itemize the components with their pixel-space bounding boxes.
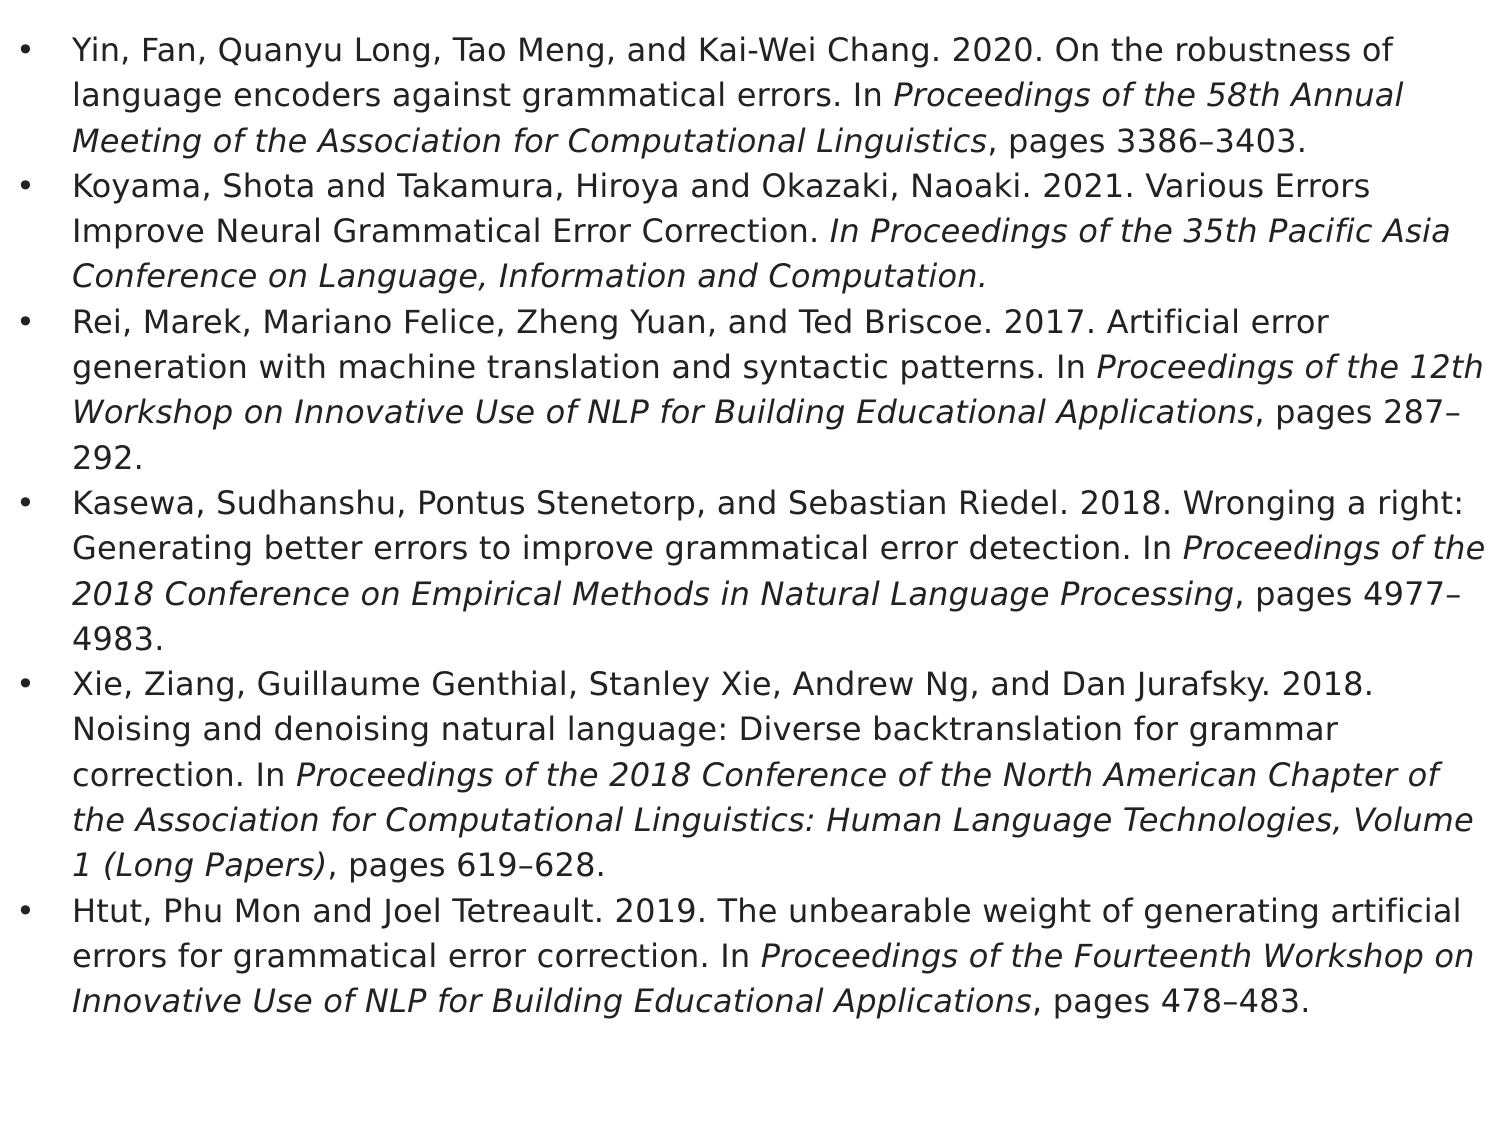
reference-venue: Proceedings of the 58th Annual Meeting of the Association for Computational Linguistics xyxy=(72,76,1404,160)
reference-venue: In Proceedings of the 35th Pacific Asia Conference on Language, Information and Computation. xyxy=(72,212,1451,296)
reference-text: Xie, Ziang, Guillaume Genthial, Stanley Xie, Andrew Ng, and Dan Jurafsky. 2018. Noising and denoising natural language: Diverse backtranslation for grammar correction. In xyxy=(72,665,1375,794)
bullet-icon: • xyxy=(16,483,36,522)
bullet-icon: • xyxy=(16,166,36,205)
bullet-icon: • xyxy=(16,302,36,341)
bullet-icon: • xyxy=(16,665,36,704)
reference-text: Rei, Marek, Mariano Felice, Zheng Yuan, and Ted Briscoe. 2017. Artificial error generation with machine translation and syntactic patterns. In xyxy=(72,302,1330,387)
reference-pages: , pages 287–292. xyxy=(72,393,1461,477)
reference-text: Koyama, Shota and Takamura, Hiroya and Okazaki, Naoaki. 2021. Various Errors Improve Neural Grammatical Error Correction. xyxy=(72,166,1371,251)
reference-pages: , pages 4977–4983. xyxy=(72,574,1462,658)
reference-venue: Proceedings of the 12th Workshop on Innovative Use of NLP for Building Educational Applications xyxy=(72,348,1484,432)
reference-text: Kasewa, Sudhanshu, Pontus Stenetorp, and Sebastian Riedel. 2018. Wronging a right: Generating better errors to improve grammatical error detection. In xyxy=(72,483,1465,568)
reference-item xyxy=(0,300,1500,481)
reference-venue: Proceedings of the 2018 Conference on Empirical Methods in Natural Language Processing xyxy=(72,529,1486,613)
reference-item xyxy=(0,481,1500,662)
reference-item xyxy=(0,662,1500,888)
reference-venue: Proceedings of the 2018 Conference of the North American Chapter of the Association for Computational Linguistics: Human Language Technologies, Volume 1 (Long Papers) xyxy=(72,755,1474,885)
bullet-icon: • xyxy=(16,31,36,69)
reference-pages: , pages 619–628. xyxy=(327,846,607,885)
reference-text: Htut, Phu Mon and Joel Tetreault. 2019. The unbearable weight of generating artificial errors for grammatical error correction. In xyxy=(72,891,1462,975)
reference-text: Yin, Fan, Quanyu Long, Tao Meng, and Kai-Wei Chang. 2020. On the robustness of language encoders against grammatical errors. In xyxy=(72,31,1394,115)
reference-item xyxy=(0,28,1500,164)
reference-list xyxy=(0,28,1500,1025)
reference-pages: , pages 3386–3403. xyxy=(987,121,1308,160)
reference-venue: Proceedings of the Fourteenth Workshop on Innovative Use of NLP for Building Educational Applications xyxy=(72,936,1475,1021)
reference-item xyxy=(0,889,1500,1025)
reference-pages: , pages 478–483. xyxy=(1031,982,1311,1021)
reference-item xyxy=(0,164,1500,300)
bullet-icon: • xyxy=(16,891,36,930)
